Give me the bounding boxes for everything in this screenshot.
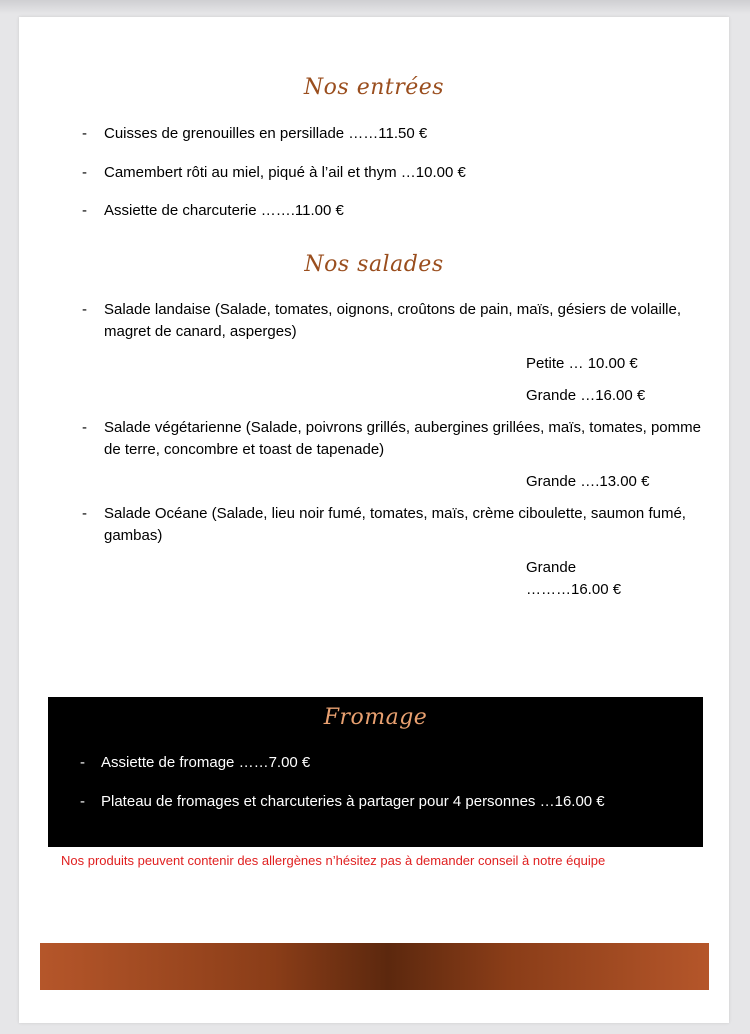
list-dash: - (80, 793, 85, 810)
list-dash: - (82, 505, 87, 522)
entree-text: Assiette de charcuterie …….11.00 € (104, 202, 344, 219)
salade-text: Salade végétarienne (Salade, poivrons grillés, aubergines grillées, maïs, tomates, pomme de terre, concombre et toast de tapenade) (104, 419, 701, 458)
fromage-heading: Fromage (323, 705, 428, 730)
salades-heading: Nos salades (304, 252, 444, 277)
salade-price: Grande ….13.00 € (526, 473, 650, 490)
fromage-text: Plateau de fromages et charcuteries à partager pour 4 personnes …16.00 € (101, 793, 605, 810)
allergen-note: Nos produits peuvent contenir des allergènes n’hésitez pas à demander conseil à notre équipe (61, 853, 606, 868)
window-top-bar (0, 0, 750, 14)
list-dash: - (80, 754, 85, 771)
fromage-section (48, 697, 703, 847)
salade-price: Petite … 10.00 € (526, 355, 638, 372)
list-dash: - (82, 164, 87, 181)
fromage-text: Assiette de fromage ……7.00 € (101, 754, 311, 771)
list-dash: - (82, 125, 87, 142)
decorative-footer-bar (40, 943, 709, 990)
salade-price: Grande …16.00 € (526, 387, 646, 404)
salade-price: Grande (526, 559, 577, 576)
salade-text: Salade landaise (Salade, tomates, oignons, croûtons de pain, maïs, gésiers de volaille, magret de canard, asperges) (104, 301, 682, 340)
entree-text: Camembert rôti au miel, piqué à l’ail et thym …10.00 € (104, 164, 466, 181)
entree-text: Cuisses de grenouilles en persillade ……11.50 € (104, 125, 428, 142)
menu-page (19, 17, 729, 1023)
list-dash: - (82, 202, 87, 219)
salade-text: Salade Océane (Salade, lieu noir fumé, tomates, maïs, crème ciboulette, saumon fumé, gambas) (104, 505, 686, 544)
list-dash: - (82, 301, 87, 318)
list-dash: - (82, 419, 87, 436)
entrees-heading: Nos entrées (303, 75, 445, 100)
salade-price: ………16.00 € (526, 581, 622, 598)
